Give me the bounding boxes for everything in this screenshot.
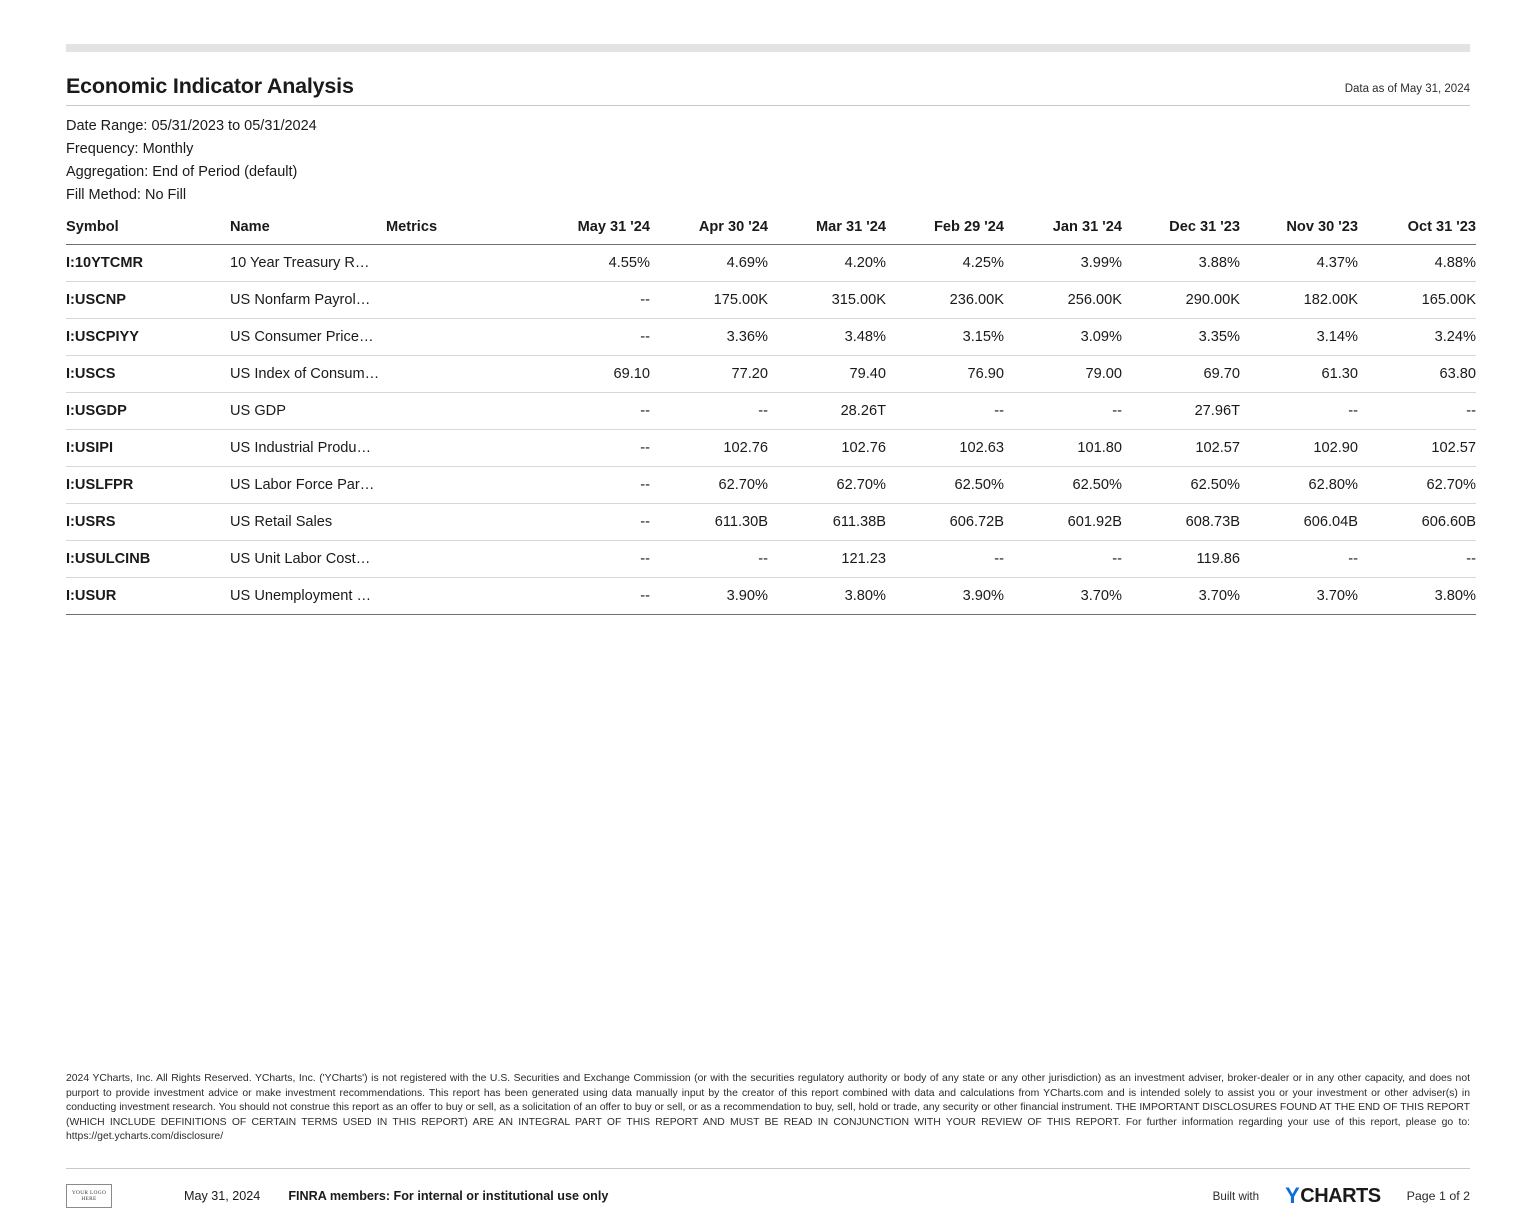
cell-metrics (386, 504, 532, 541)
table-row (66, 541, 1476, 578)
cell-value: 63.80 (1358, 356, 1476, 393)
cell-name: US Retail Sales (230, 504, 386, 541)
page-footer (66, 1168, 1470, 1209)
cell-value: -- (886, 393, 1004, 430)
cell-value: 3.99% (1004, 245, 1122, 282)
cell-value: -- (532, 578, 650, 615)
footer-date: May 31, 2024 (184, 1189, 261, 1203)
cell-value: 236.00K (886, 282, 1004, 319)
cell-value: 62.50% (1122, 467, 1240, 504)
cell-value: -- (1358, 393, 1476, 430)
table-row (66, 282, 1476, 319)
cell-value: 79.00 (1004, 356, 1122, 393)
date-range-line: Date Range: 05/31/2023 to 05/31/2024 (66, 118, 317, 134)
cell-symbol: I:USRS (66, 504, 230, 541)
column-header-period-7: Nov 30 '23 (1240, 215, 1358, 245)
cell-value: 102.90 (1240, 430, 1358, 467)
cell-value: 611.38B (768, 504, 886, 541)
table-header-row (66, 215, 1476, 245)
cell-metrics (386, 356, 532, 393)
cell-value: -- (650, 541, 768, 578)
cell-symbol: I:USULCINB (66, 541, 230, 578)
table-row (66, 319, 1476, 356)
cell-value: 3.70% (1240, 578, 1358, 615)
cell-value: 4.25% (886, 245, 1004, 282)
column-header-name: Name (230, 215, 386, 245)
cell-value: 61.30 (1240, 356, 1358, 393)
cell-value: 102.63 (886, 430, 1004, 467)
table-row (66, 356, 1476, 393)
page-title: Economic Indicator Analysis (66, 74, 354, 98)
cell-value: 69.70 (1122, 356, 1240, 393)
cell-metrics (386, 430, 532, 467)
cell-name: US Industrial Produ… (230, 430, 386, 467)
legal-disclaimer: 2024 YCharts, Inc. All Rights Reserved. YCharts, Inc. ('YCharts') is not registered with the U.S. Securities and Exchange Commission (or with the securities regulatory authority or body of any state or any other jurisdiction) as an investment adviser, broker-dealer or in any other capacity, and does not purport to provide investment advice or make investment recommendations. This report has been generated using data manually input by the creator of this report combined with data and calculations from YCharts.com and is intended solely to assist you or your investment or other adviser(s) in conducting investment research. You should not construe this report as an offer to buy or sell, as a solicitation of an offer to buy or sell, or as a recommendation to buy, sell, hold or trade, any security or other financial instrument. THE IMPORTANT DISCLOSURES FOUND AT THE END OF THIS REPORT (WHICH INCLUDE DEFINITIONS OF CERTAIN TERMS USED IN THIS REPORT) ARE AN INTEGRAL PART OF THIS REPORT AND MUST BE READ IN CONJUNCTION WITH YOUR REVIEW OF THIS REPORT. For further information regarding your use of this report, please go to: https://get.ycharts.com/disclosure/ (66, 1073, 1470, 1143)
cell-metrics (386, 282, 532, 319)
table-row (66, 393, 1476, 430)
cell-value: 119.86 (1122, 541, 1240, 578)
footer-finra-notice: FINRA members: For internal or institutional use only (288, 1189, 609, 1203)
cell-value: 3.90% (650, 578, 768, 615)
cell-name: US Unemployment … (230, 578, 386, 615)
cell-metrics (386, 319, 532, 356)
table-body (66, 245, 1476, 615)
cell-value: 62.70% (768, 467, 886, 504)
cell-value: 3.80% (768, 578, 886, 615)
cell-metrics (386, 393, 532, 430)
cell-value: 102.76 (650, 430, 768, 467)
cell-symbol: I:10YTCMR (66, 245, 230, 282)
cell-symbol: I:USUR (66, 578, 230, 615)
logo-placeholder (66, 1184, 112, 1208)
cell-value: 3.36% (650, 319, 768, 356)
cell-value: 62.70% (650, 467, 768, 504)
cell-value: -- (532, 541, 650, 578)
cell-value: 69.10 (532, 356, 650, 393)
cell-metrics (386, 245, 532, 282)
cell-value: -- (1004, 393, 1122, 430)
cell-value: -- (532, 319, 650, 356)
cell-symbol: I:USCPIYY (66, 319, 230, 356)
cell-value: 3.14% (1240, 319, 1358, 356)
column-header-period-5: Jan 31 '24 (1004, 215, 1122, 245)
cell-value: 4.37% (1240, 245, 1358, 282)
cell-value: 608.73B (1122, 504, 1240, 541)
cell-metrics (386, 467, 532, 504)
cell-value: -- (532, 393, 650, 430)
built-with-label: Built with (1212, 1189, 1260, 1203)
table-row (66, 467, 1476, 504)
cell-value: 3.35% (1122, 319, 1240, 356)
cell-value: 62.70% (1358, 467, 1476, 504)
cell-value: 3.09% (1004, 319, 1122, 356)
cell-value: 3.70% (1004, 578, 1122, 615)
data-as-of-label: Data as of May 31, 2024 (1344, 83, 1470, 95)
cell-symbol: I:USGDP (66, 393, 230, 430)
column-header-symbol: Symbol (66, 215, 230, 245)
cell-value: -- (1240, 393, 1358, 430)
cell-value: 4.88% (1358, 245, 1476, 282)
cell-value: -- (1240, 541, 1358, 578)
cell-value: 611.30B (650, 504, 768, 541)
cell-value: 3.70% (1122, 578, 1240, 615)
cell-value: 102.76 (768, 430, 886, 467)
frequency-line: Frequency: Monthly (66, 141, 194, 157)
cell-value: 79.40 (768, 356, 886, 393)
cell-value: 290.00K (1122, 282, 1240, 319)
cell-value: 3.90% (886, 578, 1004, 615)
cell-value: 606.04B (1240, 504, 1358, 541)
cell-name: US Consumer Price… (230, 319, 386, 356)
cell-value: -- (1358, 541, 1476, 578)
column-header-period-2: Apr 30 '24 (650, 215, 768, 245)
cell-value: -- (532, 430, 650, 467)
header-divider (66, 105, 1470, 106)
cell-value: 4.20% (768, 245, 886, 282)
cell-name: US Index of Consum… (230, 356, 386, 393)
report-page (0, 44, 1536, 1231)
cell-value: 27.96T (1122, 393, 1240, 430)
table-row (66, 578, 1476, 615)
cell-value: 4.55% (532, 245, 650, 282)
cell-value: -- (650, 393, 768, 430)
cell-value: 62.50% (1004, 467, 1122, 504)
cell-symbol: I:USLFPR (66, 467, 230, 504)
cell-value: 4.69% (650, 245, 768, 282)
column-header-period-8: Oct 31 '23 (1358, 215, 1476, 245)
cell-name: US Nonfarm Payrol… (230, 282, 386, 319)
cell-name: 10 Year Treasury R… (230, 245, 386, 282)
cell-value: 165.00K (1358, 282, 1476, 319)
cell-name: US GDP (230, 393, 386, 430)
table-row (66, 245, 1476, 282)
aggregation-line: Aggregation: End of Period (default) (66, 164, 298, 180)
cell-value: 606.60B (1358, 504, 1476, 541)
cell-name: US Labor Force Par… (230, 467, 386, 504)
ycharts-wordmark: CHARTS (1300, 1184, 1381, 1207)
cell-value: 101.80 (1004, 430, 1122, 467)
column-header-period-6: Dec 31 '23 (1122, 215, 1240, 245)
cell-metrics (386, 541, 532, 578)
column-header-period-1: May 31 '24 (532, 215, 650, 245)
cell-value: 121.23 (768, 541, 886, 578)
cell-symbol: I:USCNP (66, 282, 230, 319)
column-header-period-4: Feb 29 '24 (886, 215, 1004, 245)
cell-value: 76.90 (886, 356, 1004, 393)
cell-value: 28.26T (768, 393, 886, 430)
cell-value: 601.92B (1004, 504, 1122, 541)
logo-line-2: HERE (81, 1196, 97, 1202)
cell-value: 102.57 (1122, 430, 1240, 467)
cell-name: US Unit Labor Cost… (230, 541, 386, 578)
cell-value: 3.48% (768, 319, 886, 356)
cell-value: 62.80% (1240, 467, 1358, 504)
cell-symbol: I:USIPI (66, 430, 230, 467)
cell-value: -- (532, 282, 650, 319)
ycharts-y-mark: Y (1285, 1183, 1300, 1208)
cell-value: 175.00K (650, 282, 768, 319)
report-header (66, 74, 1470, 99)
column-header-period-3: Mar 31 '24 (768, 215, 886, 245)
cell-value: 102.57 (1358, 430, 1476, 467)
cell-symbol: I:USCS (66, 356, 230, 393)
cell-value: -- (532, 504, 650, 541)
cell-value: 606.72B (886, 504, 1004, 541)
top-accent-bar (66, 44, 1470, 52)
column-header-metrics: Metrics (386, 215, 532, 245)
table-row (66, 504, 1476, 541)
cell-value: -- (886, 541, 1004, 578)
cell-value: 315.00K (768, 282, 886, 319)
indicators-table (66, 215, 1476, 615)
cell-value: 256.00K (1004, 282, 1122, 319)
cell-value: 77.20 (650, 356, 768, 393)
cell-value: 3.88% (1122, 245, 1240, 282)
cell-value: 3.80% (1358, 578, 1476, 615)
cell-value: -- (1004, 541, 1122, 578)
cell-value: 3.24% (1358, 319, 1476, 356)
cell-value: 62.50% (886, 467, 1004, 504)
cell-metrics (386, 578, 532, 615)
fill-method-line: Fill Method: No Fill (66, 187, 187, 203)
cell-value: 3.15% (886, 319, 1004, 356)
logo-line-1: YOUR LOGO (71, 1189, 107, 1196)
cell-value: 182.00K (1240, 282, 1358, 319)
table-row (66, 430, 1476, 467)
page-number: Page 1 of 2 (1406, 1189, 1470, 1203)
cell-value: -- (532, 467, 650, 504)
report-parameters (66, 115, 1470, 207)
